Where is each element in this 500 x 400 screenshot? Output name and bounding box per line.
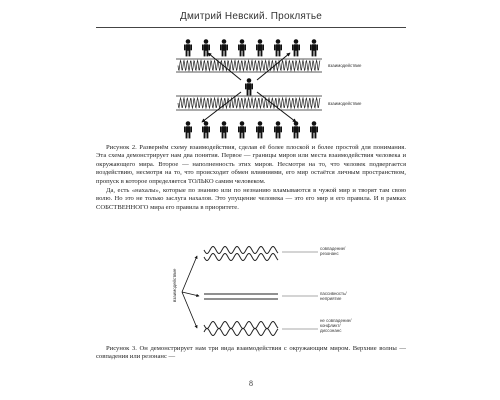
resonance-wave <box>204 247 278 254</box>
paragraph: Рисунок 2. Развернём схему взаимодействия, сделав её более плоской и более простой для понимания. Эта схема демонстрирует нам два понятия. Первое — границы миров или места взаимодействия человека и окружающего мира. Второе — наполненность этих миров. Несмотря на то, что человек подвергается воздействию, несмотря на то, что происходит обмен влияниями, его мир остаётся личным пространством, пропуск в которое определяется ТОЛЬКО самим человеком. <box>96 144 406 185</box>
label-resonance <box>282 246 346 256</box>
running-header: Дмитрий Невский. Проклятье <box>179 11 322 22</box>
axis-arrows <box>182 256 199 328</box>
top-people-row <box>184 39 318 56</box>
axis-label: взаимодействие <box>172 268 177 302</box>
body-text-bottom <box>96 345 406 362</box>
header-rule <box>96 27 406 28</box>
svg-text:пассивность/: пассивность/ <box>320 291 347 296</box>
paragraph: Рисунок 3. Он демонстрирует нам три вида взаимодействия с окружающим миром. Верхние волны — совпадения или резонанс — <box>96 345 406 361</box>
resonance-wave-2 <box>204 254 278 261</box>
wave-label-middle: взаимодействие <box>328 101 362 106</box>
middle-wave-band <box>176 96 362 110</box>
book-page <box>96 4 406 396</box>
label-passivity <box>282 291 347 301</box>
bottom-people-row <box>184 121 318 138</box>
figure-3-diagram <box>96 236 406 340</box>
svg-text:не совпадение/: не совпадение/ <box>320 318 352 323</box>
label-dissonance <box>282 318 352 333</box>
wave-label-top: взаимодействие <box>328 63 362 68</box>
paragraph: Да, есть «нахалы», которые по знанию или по незнанию вламываются в чужой мир и творят там свою волю. Но это не только заслуга нахалов. Это упущение человека — это его мир и его правила. И в рамках СОБСТВЕННОГО мира его правила в приоритете. <box>96 187 406 211</box>
svg-text:совпадение/: совпадение/ <box>320 246 346 251</box>
svg-text:неприятие: неприятие <box>320 296 342 301</box>
body-text-top <box>96 144 406 212</box>
figure-2-diagram <box>96 34 406 142</box>
central-person-icon <box>245 78 253 95</box>
page-number: 8 <box>249 379 253 388</box>
svg-text:резонанс: резонанс <box>320 251 339 256</box>
svg-text:диссонанс: диссонанс <box>320 328 342 333</box>
dissonance-wave <box>204 322 278 329</box>
svg-text:конфликт/: конфликт/ <box>320 323 341 328</box>
dissonance-wave-2 <box>204 329 278 336</box>
